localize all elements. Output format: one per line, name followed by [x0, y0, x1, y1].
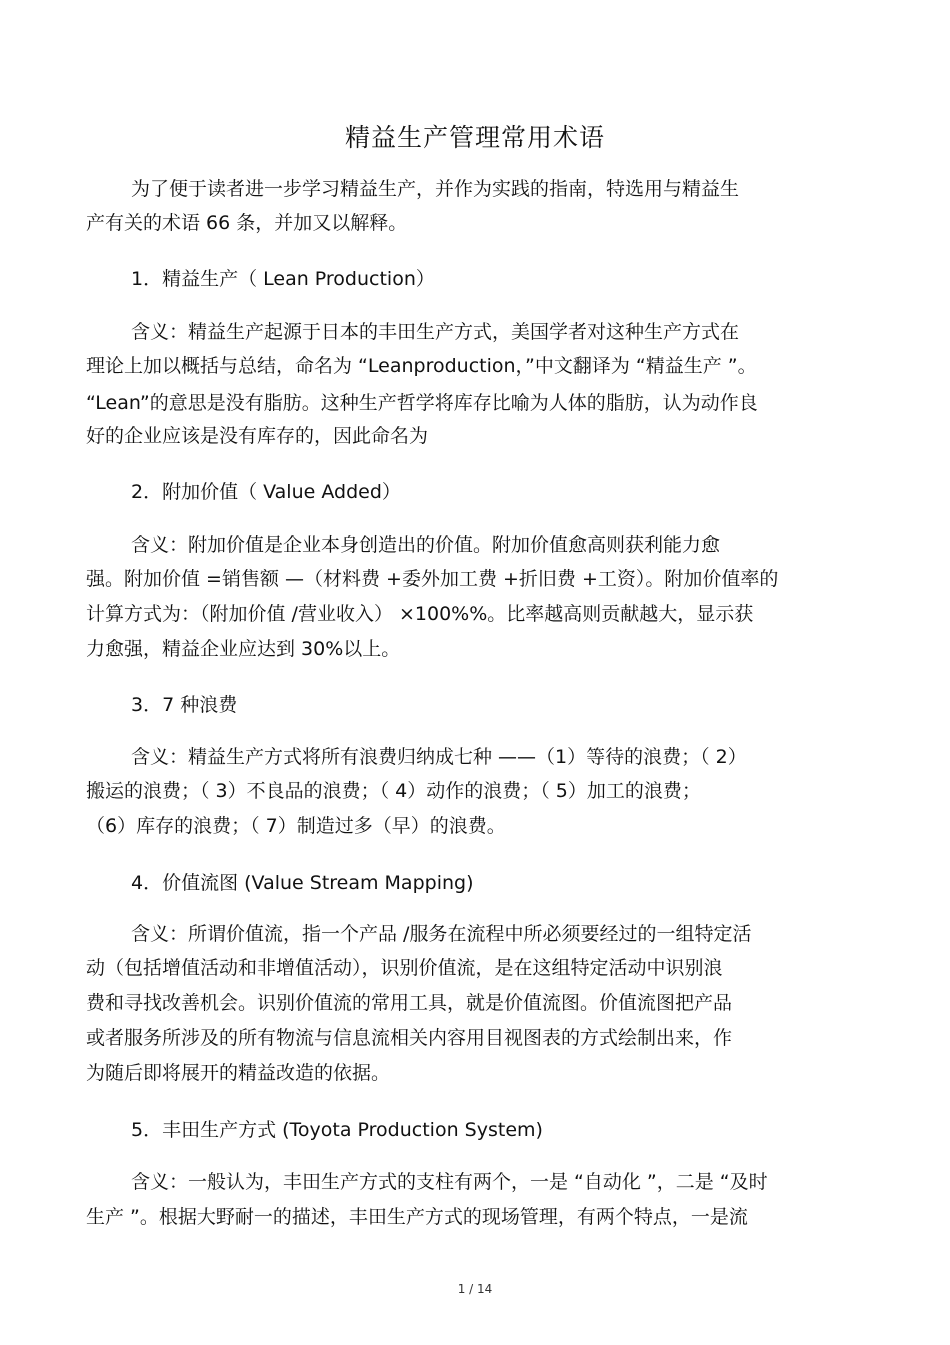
term-4-line-5: 为随后即将展开的精益改造的依据。: [86, 1062, 391, 1084]
term-4-line-1: 含义：所谓价值流，指一个产品 /服务在流程中所必须要经过的一组特定活: [131, 923, 752, 945]
term-5-line-2: 生产 ”。根据大野耐一的描述，丰田生产方式的现场管理，有两个特点，一是流: [86, 1206, 748, 1228]
term-heading-4: 4．价值流图 (Value Stream Mapping): [131, 872, 474, 894]
term-1-line-2: 理论上加以概括与总结，命名为 “Leanproduction，”中文翻译为 “精益生产 ”。: [86, 355, 757, 377]
term-heading-2: 2．附加价值（ Value Added）: [131, 481, 401, 503]
document-title: 精益生产管理常用术语: [344, 123, 605, 152]
page-number: 1 / 14: [457, 1282, 493, 1296]
intro-line-2: 产有关的术语 66 条，并加又以解释。: [86, 212, 408, 234]
term-3-line-2: 搬运的浪费；（ 3）不良品的浪费；（ 4）动作的浪费；（ 5）加工的浪费；: [86, 780, 701, 802]
term-heading-3: 3．7 种浪费: [131, 694, 238, 716]
term-2-line-2: 强。附加价值 =销售额 —（材料费 +委外加工费 +折旧费 +工资）。附加价值率的: [86, 568, 779, 590]
term-4-line-2: 动（包括增值活动和非增值活动），识别价值流，是在这组特定活动中识别浪: [86, 957, 723, 979]
term-3-line-1: 含义：精益生产方式将所有浪费归纳成七种 ——（1）等待的浪费；（ 2）: [131, 746, 747, 768]
term-2-line-4: 力愈强，精益企业应达到 30%以上。: [86, 638, 401, 660]
term-heading-5: 5．丰田生产方式 (Toyota Production System): [131, 1119, 543, 1141]
term-3-line-3: （6）库存的浪费；（ 7）制造过多（早）的浪费。: [86, 815, 506, 837]
term-1-line-3: “Lean”的意思是没有脂肪。这种生产哲学将库存比喻为人体的脂肪，认为动作良: [86, 392, 758, 414]
intro-line-1: 为了便于读者进一步学习精益生产，并作为实践的指南，特选用与精益生: [131, 178, 740, 200]
term-1-line-4: 好的企业应该是没有库存的，因此命名为: [86, 425, 429, 447]
term-2-line-3: 计算方式为：（附加价值 /营业收入） ×100%%。比率越高则贡献越大，显示获: [86, 603, 754, 625]
term-4-line-3: 费和寻找改善机会。识别价值流的常用工具，就是价值流图。价值流图把产品: [86, 992, 733, 1014]
term-5-line-1: 含义：一般认为，丰田生产方式的支柱有两个，一是 “自动化 ”，二是 “及时: [131, 1171, 768, 1193]
term-1-line-1: 含义：精益生产起源于日本的丰田生产方式，美国学者对这种生产方式在: [131, 321, 740, 343]
term-heading-1: 1．精益生产（ Lean Production）: [131, 268, 435, 290]
term-4-line-4: 或者服务所涉及的所有物流与信息流相关内容用目视图表的方式绘制出来，作: [86, 1027, 733, 1049]
term-2-line-1: 含义：附加价值是企业本身创造出的价值。附加价值愈高则获利能力愈: [131, 534, 721, 556]
